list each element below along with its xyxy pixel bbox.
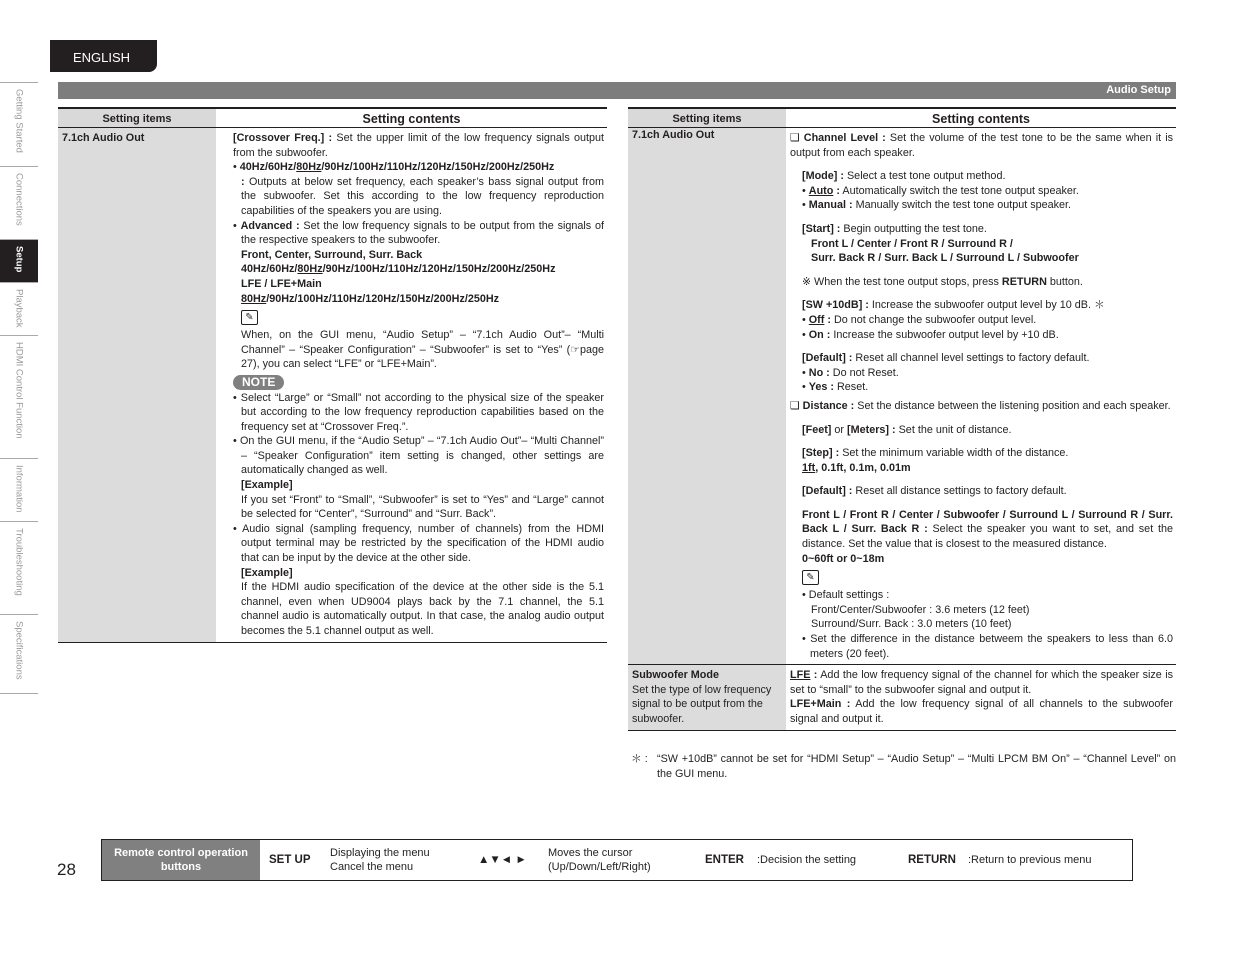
side-tab-information[interactable] — [0, 458, 38, 521]
contents-crossover: [Crossover Freq.] : Set the upper limit of the low frequency signals output from the subwoofer. • 40Hz/60Hz/80Hz/90Hz/100Hz/110Hz/120Hz/150Hz/200Hz/250Hz : Outputs at below set frequency, each speaker’s bass signal output from the subwoofer. Set this according to the low frequency reproduction capabilities of the speakers you are using. • Advanced : Set the low frequency signals to be output from the signals of the respective speakers to the subwoofer. Front, Center, Surround, Surr. Back 40Hz/60Hz/80Hz/90Hz/100Hz/110Hz/120Hz/150Hz/200Hz/250Hz LFE / LFE+Main 80Hz/90Hz/100Hz/110Hz/120Hz/150Hz/200Hz/250Hz ✎ When, on the GUI menu, “Audio Setup” – “7.1ch Audio Out”– “Multi Channel” – “Speaker Configuration” – “Subwoofer” is set to “Yes” (☞page 27), you can select “LFE” or “LFE+Main”. NOTE • Select “Large” or “Small” not according to the physical size of the speaker but according to the low frequency reproduction capabilities based on the frequency set at “Crossover Freq.”. • On the GUI menu, if the “Audio Setup” – “7.1ch Audio Out”– “Multi Channel” – “Speaker Configuration” item setting is changed, other settings are automatically changed as well. [Example] If you set “Front” to “Small”, “Subwoofer” is set to “Yes” and “Large” cannot be selected for “Center”, “Surround” and “Surr. Back”. • Audio signal (sampling frequency, number of channels) from the HDMI output terminal may be restricted by the specification of the HDMI audio that can be input by the device at the other side. [Example] If the HDMI audio specification of the device at the other side is the 5.1 channel, even when UD9004 plays back by the 7.1 channel, the 5.1 channel audio is automatically output. In that case, the analog audio output becomes the 5.1 channel output as well. — [233, 132, 605, 637]
note-item: • Audio signal (sampling frequency, number of channels) from the HDMI output terminal may be restricted by the specification of the HDMI audio that can be input by the device at the other side. — [233, 522, 605, 565]
table-row — [58, 128, 607, 643]
page-reference-icon: ☞ — [570, 343, 580, 356]
side-tab-label: Getting Started — [13, 89, 25, 153]
setup-key-description: Displaying the menu Cancel the menu — [330, 847, 430, 873]
side-tab-label: Specifications — [13, 621, 25, 680]
advanced-bullet: • Advanced : Set the low frequency signals to be output from the signals of the respective speakers to the subwoofer. — [233, 219, 605, 247]
example-text: If you set “Front” to “Small”, “Subwoofer” is set to “Yes” and “Large” cannot be selected for “Center”, “Surround” and “Surr. Back”. — [241, 493, 604, 521]
example-text: If the HDMI audio specification of the device at the other side is the 5.1 channel, even when UD9004 plays back by the 7.1 channel, the 5.1 channel audio is automatically output. In that case, the analog audio output becomes the 5.1 channel output as well. — [241, 581, 604, 637]
left-settings-table — [58, 107, 607, 643]
item-7-1ch-audio-out: 7.1ch Audio Out — [58, 128, 216, 642]
pencil-note-icon: ✎ — [241, 310, 258, 325]
side-tab-getting-started[interactable] — [0, 82, 38, 166]
table-row — [628, 128, 1176, 665]
default-distance-line: Front/Center/Subwoofer : 3.6 meters (12 feet) — [811, 603, 1030, 616]
header-setting-contents: Setting contents — [932, 112, 1030, 126]
side-tab-troubleshooting[interactable] — [0, 521, 38, 614]
header-setting-contents: Setting contents — [362, 112, 461, 126]
side-tab-playback[interactable] — [0, 282, 38, 335]
side-tabs — [0, 82, 38, 694]
setup-key: SET UP — [269, 854, 311, 866]
note-item: • Select “Large” or “Small” not according to the physical size of the speaker but according to the low frequency reproduction capabilities based on the frequency set at “Crossover Freq.”. — [233, 391, 604, 433]
side-tab-connections[interactable] — [0, 166, 38, 239]
contents-subwoofer-mode: LFE : Add the low frequency signal of the channel for which the speaker size is set to “small” to the subwoofer signal and output it. LFE+Main : Add the low frequency signal of all channels to the subwoofer signal and output it. — [790, 669, 1174, 725]
freq-bullet: • 40Hz/60Hz/80Hz/90Hz/100Hz/110Hz/120Hz/150Hz/200Hz/250Hz : Outputs at below set frequency, each speaker’s bass signal output from the subwoofer. Set this according to the low frequency reproduction capabilities of the speakers you are using. — [233, 161, 604, 217]
page-number: 28 — [57, 860, 76, 879]
side-tab-setup[interactable] — [0, 239, 38, 282]
enter-key: ENTER — [705, 854, 744, 866]
pencil-note-icon: ✎ — [802, 570, 819, 585]
side-tab-specifications[interactable] — [0, 614, 38, 693]
language-badge: ENGLISH — [50, 40, 157, 72]
header-setting-items: Setting items — [628, 109, 786, 127]
footnote-asterisk-icon: ＊ — [1093, 299, 1105, 312]
side-tab-label: Information — [13, 465, 25, 513]
section-title-bar: Audio Setup — [58, 82, 1176, 99]
return-key: RETURN — [908, 854, 956, 866]
return-key-description: :Return to previous menu — [968, 854, 1092, 866]
side-tab-label: Connections — [13, 173, 25, 226]
pencil-note: When, on the GUI menu, “Audio Setup” – “7.1ch Audio Out”– “Multi Channel” – “Speaker Configuration” – “Subwoofer” is set to “Yes” (☞page 27), you can select “LFE” or “LFE+Main”. — [241, 329, 604, 371]
side-tab-hdmi-control-function[interactable] — [0, 335, 38, 458]
side-tab-label: Troubleshooting — [13, 528, 25, 596]
side-tab-label: Setup — [13, 246, 25, 273]
note-item: • On the GUI menu, if the “Audio Setup” – “7.1ch Audio Out”– “Multi Channel” – “Speaker Configuration” item setting is changed, other settings are automatically changed as well. — [233, 435, 605, 477]
remote-legend-title: Remote control operation buttons — [102, 840, 260, 880]
side-tab-label: HDMI Control Function — [13, 342, 25, 439]
footnote: ＊ : “SW +10dB” cannot be set for “HDMI Setup” – “Audio Setup” – “Multi LPCM BM On” – “Channel Level” on the GUI menu. — [631, 753, 1176, 780]
note-badge: NOTE — [233, 375, 284, 390]
arrow-keys-icon: ▲▼◄ ► — [478, 854, 527, 866]
side-tab-label: Playback — [13, 289, 25, 328]
table-header — [628, 107, 1176, 128]
header-setting-items: Setting items — [58, 109, 216, 127]
arrow-keys-description: Moves the cursor (Up/Down/Left/Right) — [548, 847, 651, 873]
right-settings-table — [628, 107, 1176, 731]
table-row — [628, 665, 1176, 730]
default-distance-line: Surround/Surr. Back : 3.0 meters (10 feet) — [811, 618, 1012, 631]
enter-key-description: :Decision the setting — [757, 854, 857, 866]
table-header — [58, 107, 607, 128]
remote-control-legend — [101, 839, 1133, 881]
contents-channel-distance: ❑ Channel Level : Set the volume of the test tone to be the same when it is output from each speaker. [Mode] : Select a test tone output method. • Auto : Automatically switch the test tone output speaker. • Manual : Manually switch the test tone output speaker. [Start] : Begin outputting the test tone. Front L / Center / Front R / Surround R / Surr. Back R / Surr. Back L / Surround L / Subwoofer ※ When the test tone output stops, press RETURN button. [SW +10dB] : Increase the subwoofer output level by 10 dB. ＊ • Off : Do not change the subwoofer output level. • On : Increase the subwoofer output level by +10 dB. [Default] : Reset all channel level settings to factory default. • No : Do not Reset. • Yes : Reset. ❑ Distance : Set the distance between the listening position and each speaker. [Feet] or [Meters] : Set the unit of distance. [Step] : Set the minimum variable width of the distance. 1ft, 0.1ft, 0.1m, 0.01m [Default] : Reset all distance settings to factory default. Front L / Front R / Center / Subwoofer / Surround L / Surround R / Surr. Back L / Surr. Back R : Select the speaker you want to set, and set the distance. Set the value that is closest to the measured distance. 0~60ft or 0~18m ✎ • Default settings : Front/Center/Subwoofer : 3.6 meters (12 feet) Surround/Surr. Back : 3.0 meters (10 feet) • Set the difference in the distance betweem the speakers to less than 6.0 meters (20 feet). — [790, 132, 1173, 660]
item-subwoofer-mode: Subwoofer Mode Set the type of low frequency signal to be output from the subwoofer. — [628, 665, 786, 729]
item-7-1ch-audio-out: 7.1ch Audio Out — [628, 128, 786, 664]
